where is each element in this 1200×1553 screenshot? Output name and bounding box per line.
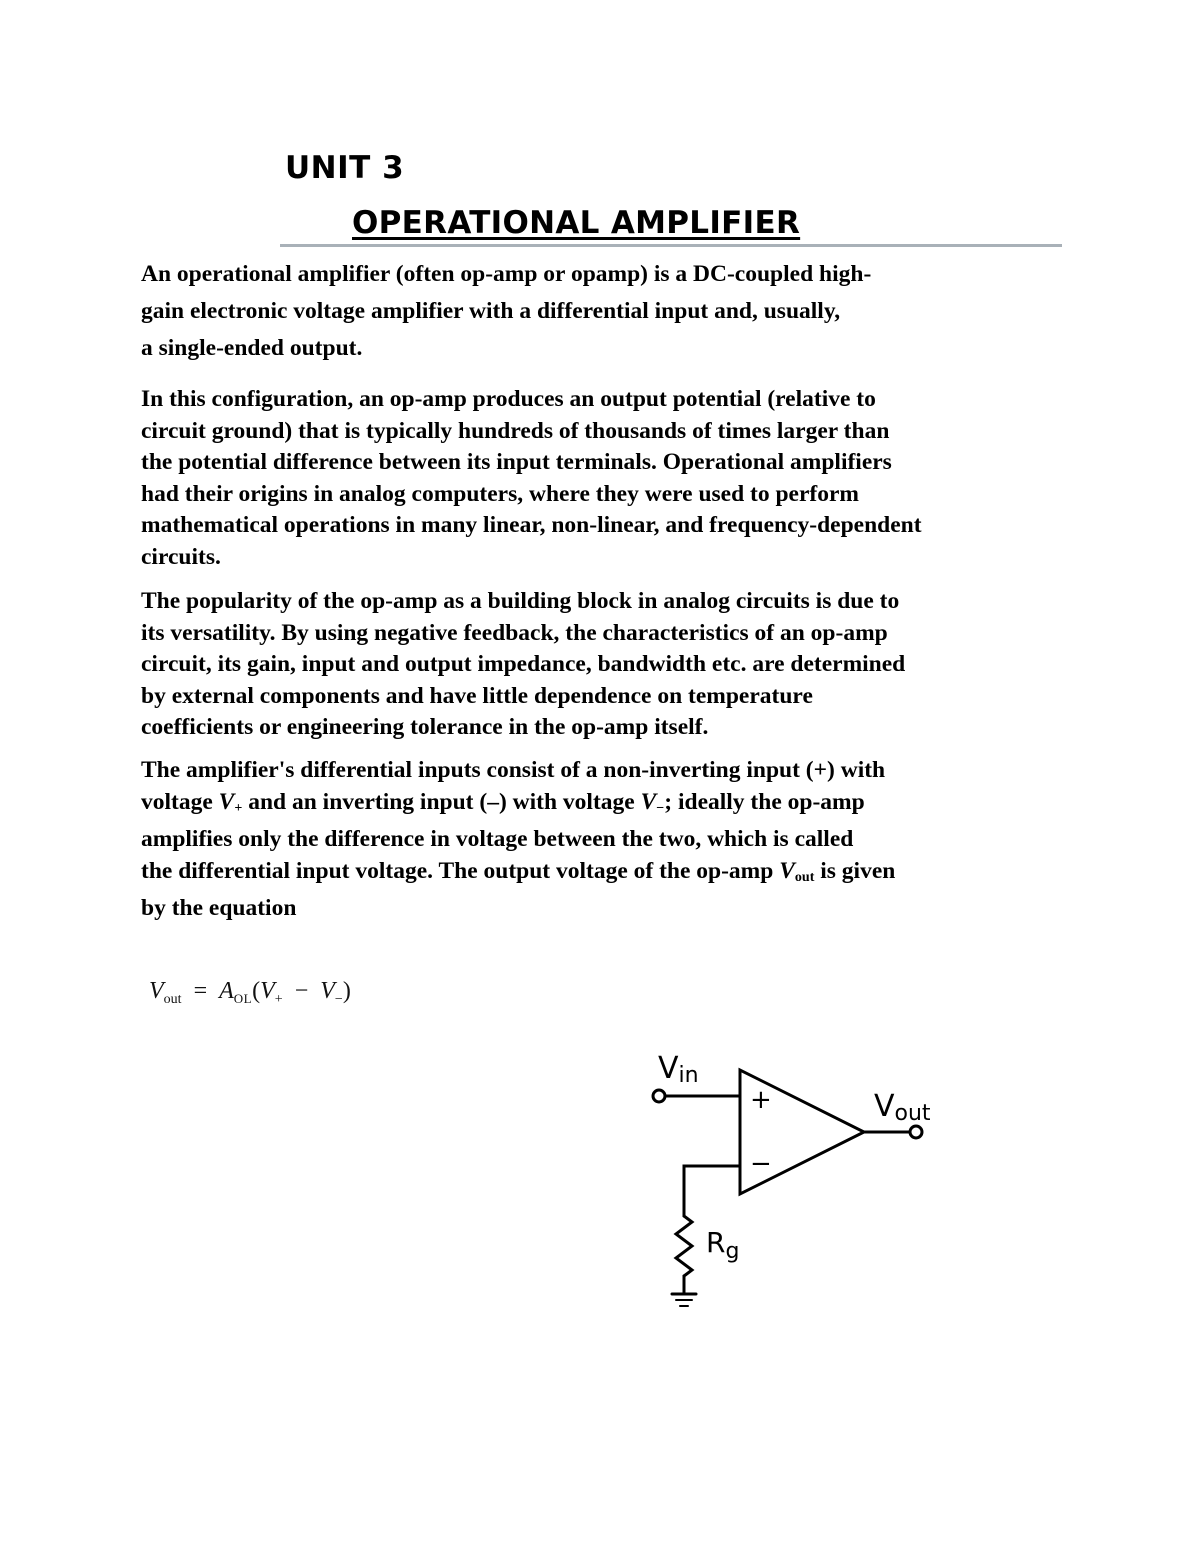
vplus-symbol: V — [218, 788, 235, 815]
paragraph-differential-inputs — [141, 755, 1071, 925]
eq-vminus-sub: − — [334, 992, 343, 1007]
inverting-sign: − — [750, 1149, 772, 1179]
opamp-circuit-diagram — [620, 1040, 960, 1320]
vout-subscript: out — [794, 869, 815, 885]
p4-line-4a: the differential input voltage. The output voltage of the op-amp — [141, 857, 780, 884]
vminus-symbol: V — [640, 788, 657, 815]
title-divider — [280, 244, 1062, 247]
eq-vplus-sub: + — [274, 992, 283, 1007]
eq-vplus: V — [260, 978, 275, 1004]
vout-terminal — [910, 1126, 922, 1138]
eq-vout-sub: out — [163, 992, 182, 1007]
paragraph-popularity: The popularity of the op-amp as a building block in analog circuits is due to its versatility. By using negative feedback, the characteristics of an op-amp circuit, its gain, input and output impedance, bandwidth etc. are determined by external components and have little dependence on temperature coefficients or engineering tolerance in the op-amp itself. — [141, 588, 906, 740]
p4-line-2b: and an inverting input (–) with voltage — [242, 788, 641, 815]
vminus-subscript: − — [656, 800, 665, 816]
noninverting-sign: + — [750, 1085, 772, 1115]
eq-open-paren: ( — [252, 978, 261, 1004]
p4-line-3: amplifies only the difference in voltage between the two, which is called — [141, 826, 854, 852]
p4-line-2c: ; ideally the op-amp — [664, 788, 865, 815]
vout-symbol: V — [779, 857, 795, 884]
vout-label: Vout — [874, 1089, 931, 1126]
eq-vout: V — [149, 978, 164, 1004]
page-title: OPERATIONAL AMPLIFIER — [352, 205, 801, 241]
eq-equals: = — [193, 978, 208, 1004]
vplus-subscript: + — [234, 800, 243, 816]
eq-vminus: V — [320, 978, 335, 1004]
p4-line-2a: voltage — [141, 788, 219, 815]
vin-terminal — [653, 1090, 665, 1102]
eq-gain-sub: OL — [233, 991, 253, 1006]
paragraph-definition: An operational amplifier (often op-amp or opamp) is a DC-coupled high- gain electronic voltage amplifier with a differential input and, usually, a single-ended output. — [141, 261, 872, 361]
eq-minus: − — [294, 978, 309, 1004]
p4-line-1: The amplifier's differential inputs consist of a non-inverting input (+) with — [141, 757, 886, 783]
inverting-input-wire — [684, 1166, 740, 1216]
eq-gain: A — [219, 978, 234, 1004]
paragraph-configuration: In this configuration, an op-amp produces an output potential (relative to circuit ground) that is typically hundreds of thousands of times larger than the potential difference between its input terminals. Operational amplifiers had their origins in analog computers, where they were used to perform mathematical operations in many linear, non-linear, and frequency-dependent circuits. — [141, 386, 922, 570]
unit-heading: UNIT 3 — [285, 150, 405, 186]
opamp-gain-equation — [149, 978, 351, 1005]
rg-label: $R_g$ — [706, 1226, 740, 1264]
vin-label: Vin — [658, 1051, 699, 1088]
resistor-rg — [676, 1216, 692, 1276]
p4-line-5: by the equation — [141, 895, 297, 921]
eq-close-paren: ) — [342, 978, 351, 1004]
p4-line-4b: is given — [814, 857, 896, 884]
